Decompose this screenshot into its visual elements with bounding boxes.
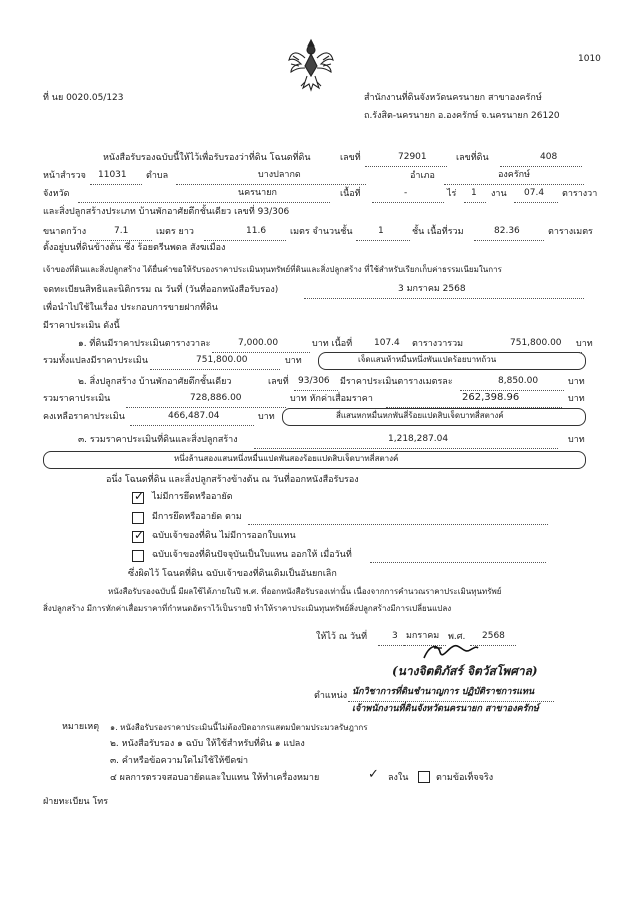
intro-text: หนังสือรับรองฉบับนี้ให้ไว้เพื่อรับรองว่าที่ดิน โฉนดที่ดิน (103, 153, 311, 163)
handwritten-signature (420, 640, 480, 664)
deed-number: 72901 (398, 152, 427, 162)
reference-number: ที่ นย 0020.05/123 (43, 93, 124, 103)
item1-baht: บาท (576, 339, 593, 349)
seizure-checkbox[interactable] (132, 512, 144, 524)
registry-phone: ฝ่ายทะเบียน โทร (43, 797, 109, 807)
signer-name: (นางจิตติภัสร์ จิตวัสโพศาล) (392, 664, 538, 678)
item3-baht: บาท (568, 435, 585, 445)
no-seizure-checkbox[interactable] (132, 492, 144, 504)
document-number: 1010 (578, 54, 601, 64)
no-replacement-label: ฉบับเจ้าของที่ดิน ไม่มีการออกใบแทน (152, 531, 296, 541)
item1-sum-words: เจ็ดแสนห้าหมื่นหนึ่งพันแปดร้อยบาทถ้วน (358, 355, 497, 364)
item1-total-label: ตารางวารวม (412, 339, 464, 349)
purpose-line3: เพื่อนำไปใช้ในเรื่อง ประกอบการขายฝากที่ดิน (43, 303, 218, 313)
item3-total: 1,218,287.04 (388, 434, 449, 444)
floors-value: 1 (378, 226, 384, 236)
floors-label: เมตร จำนวนชั้น (290, 227, 353, 237)
area-label: เนื้อที่ (340, 189, 361, 199)
item1-area-label: บาท เนื้อที่ (312, 339, 353, 349)
item2-dep-label: บาท หักค่าเสื่อมราคา (290, 394, 373, 404)
signer-title-2: เจ้าพนักงานที่ดินจังหวัดนครนายก สาขาองครักษ์ (352, 704, 539, 714)
office-name: สำนักงานที่ดินจังหวัดนครนายก สาขาองครักษ์ (364, 93, 542, 103)
item2-total-label: รวมราคาประเมิน (43, 394, 111, 404)
survey-number: 11031 (98, 170, 127, 180)
province-value: นครนายก (238, 188, 277, 198)
wa-unit: ตารางวา (562, 189, 598, 199)
notes-label: หมายเหตุ (62, 722, 100, 732)
item2-remain-label: คงเหลือราคาประเมิน (43, 412, 125, 422)
valuation-heading: มีราคาประเมิน ดังนี้ (43, 321, 120, 331)
tambon-label: ตำบล (146, 171, 169, 181)
purpose-line1: เจ้าของที่ดินและสิ่งปลูกสร้าง ได้ยื่นคำขอให้รับรองราคาประเมินทุนทรัพย์ที่ดินและสิ่งปลูกสร้าง ที่ใช้สำหรับเรียกเก็บค่าธรรมเนียมในการ (43, 265, 502, 274)
item2-remain-words: สี่แสนหกหมื่นหกพันสี่ร้อยแปดสิบเจ็ดบาทสี่สตางค์ (336, 411, 504, 420)
no-seizure-label: ไม่มีการยึดหรืออายัด (152, 492, 233, 502)
item2-depreciation: 262,398.96 (462, 392, 520, 403)
check-mark-icon: ✓ (368, 767, 379, 782)
item1-total: 751,800.00 (510, 338, 562, 348)
area-rai: - (404, 188, 408, 198)
item3-label: ๓. รวมราคาประเมินที่ดินและสิ่งปลูกสร้าง (78, 435, 238, 445)
note-4-option1: ลงใน (388, 773, 409, 783)
item3-words: หนึ่งล้านสองแสนหนึ่งหมื่นแปดพันสองร้อยแปดสิบเจ็ดบาทสี่สตางค์ (174, 454, 399, 463)
replacement-label: ฉบับเจ้าของที่ดินปัจจุบันเป็นใบแทน ออกให้ เมื่อวันที่ (152, 550, 352, 560)
purpose-line2: จดทะเบียนสิทธิและนิติกรรม ณ วันที่ (วันที่ออกหนังสือรับรอง) (43, 285, 279, 295)
item2-rate-label: มีราคาประเมินตารางเมตรละ (340, 377, 453, 387)
seizure-label: มีการยึดหรืออายัด ตาม (152, 512, 242, 522)
ngan-unit: งาน (491, 189, 507, 199)
deed-label: เลขที่ (340, 153, 361, 163)
item1-label: ๑. ที่ดินมีราคาประเมินตารางวาละ (78, 339, 211, 349)
item1-per-wa: 7,000.00 (238, 338, 279, 348)
land-number: 408 (540, 152, 558, 162)
item1-area: 107.4 (374, 338, 400, 348)
total-area-unit: ตารางเมตร (548, 227, 593, 237)
item2-no: 93/306 (298, 376, 330, 386)
length-label: เมตร ยาว (156, 227, 194, 237)
item2-total: 728,886.00 (190, 393, 242, 403)
rai-unit: ไร่ (447, 189, 457, 199)
replacement-checkbox[interactable] (132, 550, 144, 562)
issued-day: 3 (392, 631, 398, 641)
tambon-value: บางปลากด (258, 170, 301, 180)
note-3: ๓. คำหรือข้อความใดไม่ใช้ให้ขีดฆ่า (110, 756, 248, 766)
province-label: จังหวัด (43, 189, 70, 199)
note-4: ๔ ผลการตรวจสอบอายัดและใบแทน ให้ทำเครื่องหมาย (110, 773, 320, 783)
status-intro: อนึ่ง โฉนดที่ดิน และสิ่งปลูกสร้างข้างต้น ณ วันที่ออกหนังสือรับรอง (106, 475, 359, 485)
note-4-checkbox[interactable] (418, 771, 430, 783)
item1-sum-baht: บาท (285, 356, 302, 366)
item2-rate-baht: บาท (568, 377, 585, 387)
land-label: เลขที่ดิน (456, 153, 489, 163)
note-4-option2: ตามข้อเท็จจริง (436, 773, 494, 783)
amphoe-value: องครักษ์ (498, 170, 531, 180)
item2-remain-baht: บาท (258, 412, 275, 422)
amphoe-label: อำเภอ (410, 171, 435, 181)
area-ngan: 1 (471, 188, 477, 198)
item2-dep-baht: บาท (568, 394, 585, 404)
width-value: 7.1 (114, 226, 129, 236)
item2-no-label: เลขที่ (268, 377, 289, 387)
garuda-emblem (287, 36, 335, 94)
position-label: ตำแหน่ง (314, 691, 348, 701)
item2-rate: 8,850.00 (498, 376, 539, 386)
issued-label: ให้ไว้ ณ วันที่ (316, 632, 368, 642)
width-label: ขนาดกว้าง (43, 227, 87, 237)
note-2: ๒. หนังสือรับรอง ๑ ฉบับ ให้ใช้สำหรับที่ดิน ๑ แปลง (110, 739, 305, 749)
validity-line1: หนังสือรับรองฉบับนี้ มีผลใช้ได้ภายในปี พ.ศ. ที่ออกหนังสือรับรองเท่านั้น เนื่องจากการคำนวณราคาประเมินทุนทรัพย์ (108, 587, 502, 596)
purpose-date: 3 มกราคม 2568 (398, 284, 466, 294)
no-replacement-checkbox[interactable] (132, 531, 144, 543)
item2-remain: 466,487.04 (168, 411, 220, 421)
building-location: ตั้งอยู่บนที่ดินข้างต้น ซึ่ง ร้อยตรีนพดล สังฆเมือง (43, 243, 226, 253)
building-type: และสิ่งปลูกสร้างประเภท บ้านพักอาศัยตึกชั้นเดียว เลขที่ 93/306 (43, 207, 290, 217)
item2-label: ๒. สิ่งปลูกสร้าง บ้านพักอาศัยตึกชั้นเดียว (78, 377, 232, 387)
office-address: ถ.รังสิต-นครนายก อ.องครักษ์ จ.นครนายก 26120 (364, 111, 560, 121)
survey-label: หน้าสำรวจ (43, 171, 86, 181)
total-area-label: ชั้น เนื้อที่รวม (412, 227, 464, 237)
item1-sum: 751,800.00 (196, 355, 248, 365)
validity-line2: สิ่งปลูกสร้าง มีการหักค่าเสื่อมราคาที่กำหนดอัตราไว้เป็นรายปี ทำให้ราคาประเมินทุนทรัพย์สิ่งปลูกสร้างมีการเปลี่ยนแปลง (43, 604, 452, 613)
status-trailing: ซึ่งผิดไว้ โฉนดที่ดิน ฉบับเจ้าของที่ดินเดิมเป็นอันยกเลิก (128, 569, 337, 579)
total-area-value: 82.36 (494, 226, 520, 236)
issued-month: มกราคม (406, 631, 440, 641)
issued-year: 2568 (482, 631, 505, 641)
length-value: 11.6 (246, 226, 267, 236)
note-1: ๑. หนังสือรับรองราคาประเมินนี้ไม่ต้องปิดอากรแสตมป์ตามประมวลรัษฎากร (110, 723, 368, 732)
issued-year-label: พ.ศ. (448, 632, 466, 642)
item1-sum-label: รวมทั้งแปลงมีราคาประเมิน (43, 356, 149, 366)
signer-title-1: นักวิชาการที่ดินชำนาญการ ปฏิบัติราชการแทน (352, 687, 535, 697)
area-wa: 07.4 (524, 188, 545, 198)
